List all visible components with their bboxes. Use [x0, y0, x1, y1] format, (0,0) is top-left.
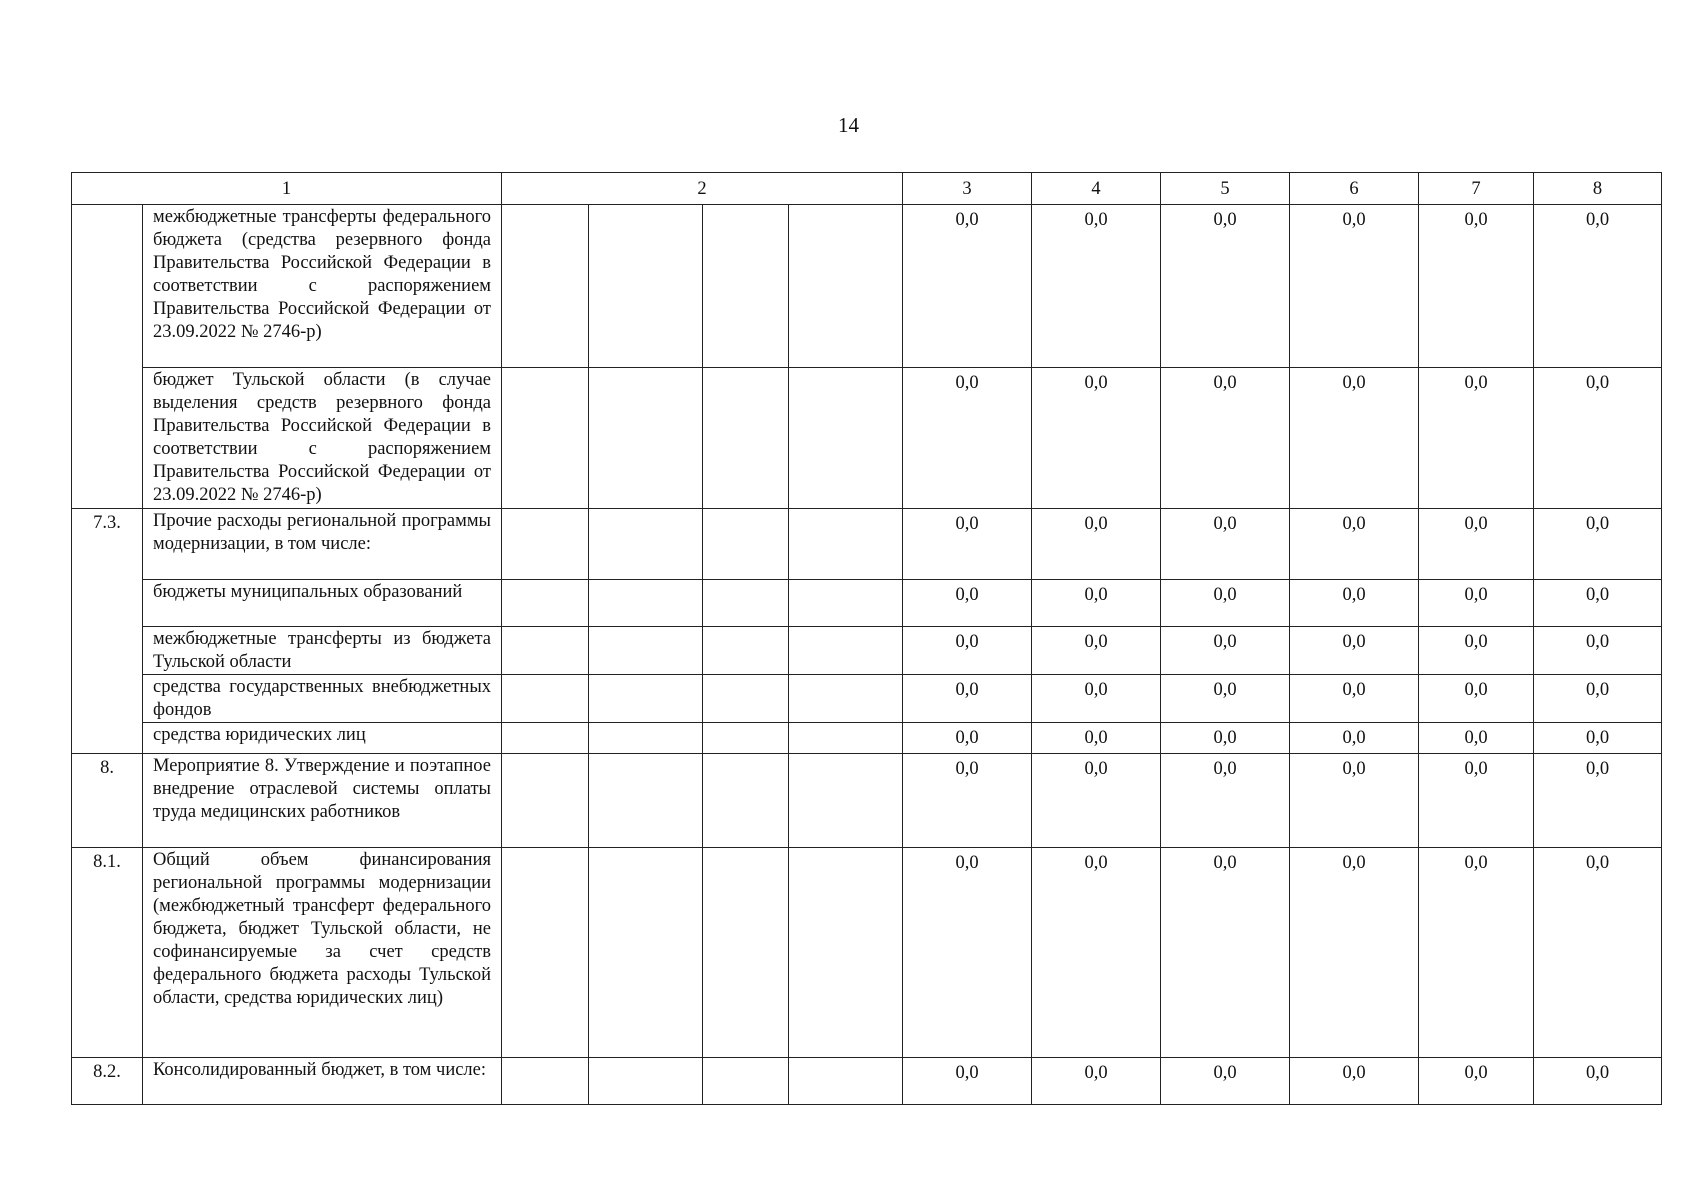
- value-cell: 0,0: [1290, 723, 1419, 754]
- row-description: межбюджетные трансферты федерального бюджета (средства резервного фонда Правительства Российской Федерации в соответствии с распоряжением Правительства Российской Федерации от 23.09.2022 № 2746-р): [143, 205, 502, 368]
- value-cell: 0,0: [1161, 205, 1290, 368]
- value-cell: 0,0: [1290, 509, 1419, 580]
- table-row: [72, 1058, 1662, 1105]
- value-cell: 0,0: [1161, 368, 1290, 509]
- value-cell: 0,0: [1290, 205, 1419, 368]
- value-cell: 0,0: [1161, 509, 1290, 580]
- value-cell: 0,0: [903, 509, 1032, 580]
- value-cell: 0,0: [1290, 580, 1419, 627]
- value-cell: 0,0: [1419, 368, 1534, 509]
- empty-cell: [703, 580, 789, 627]
- table-row: [72, 675, 1662, 723]
- value-cell: 0,0: [1534, 675, 1662, 723]
- empty-cell: [703, 509, 789, 580]
- value-cell: 0,0: [1534, 509, 1662, 580]
- value-cell: 0,0: [1032, 509, 1161, 580]
- header-cell-col-1: 1: [72, 173, 502, 205]
- row-number: [72, 205, 143, 368]
- value-cell: 0,0: [1032, 368, 1161, 509]
- value-cell: 0,0: [1161, 1058, 1290, 1105]
- header-cell-col-3: 3: [903, 173, 1032, 205]
- value-cell: 0,0: [1161, 627, 1290, 675]
- row-number: [72, 580, 143, 627]
- empty-cell: [789, 368, 903, 509]
- value-cell: 0,0: [1290, 754, 1419, 848]
- empty-cell: [502, 205, 589, 368]
- value-cell: 0,0: [1032, 675, 1161, 723]
- value-cell: 0,0: [1290, 1058, 1419, 1105]
- row-description: Прочие расходы региональной программы модернизации, в том числе:: [143, 509, 502, 580]
- empty-cell: [703, 848, 789, 1058]
- value-cell: 0,0: [1534, 205, 1662, 368]
- empty-cell: [502, 580, 589, 627]
- row-description: Общий объем финансирования региональной программы модернизации (межбюджетный трансферт федерального бюджета, бюджет Тульской области, не софинансируемые за счет средств федерального бюджета расходы Тульской области, средства юридических лиц): [143, 848, 502, 1058]
- empty-cell: [502, 723, 589, 754]
- value-cell: 0,0: [1534, 580, 1662, 627]
- empty-cell: [502, 754, 589, 848]
- value-cell: 0,0: [903, 368, 1032, 509]
- empty-cell: [789, 1058, 903, 1105]
- table-row: [72, 754, 1662, 848]
- row-description: средства государственных внебюджетных фондов: [143, 675, 502, 723]
- empty-cell: [589, 580, 703, 627]
- value-cell: 0,0: [1534, 627, 1662, 675]
- value-cell: 0,0: [1419, 675, 1534, 723]
- value-cell: 0,0: [1534, 754, 1662, 848]
- empty-cell: [589, 627, 703, 675]
- header-cell-col-8: 8: [1534, 173, 1662, 205]
- table-row: [72, 205, 1662, 368]
- header-cell-col-4: 4: [1032, 173, 1161, 205]
- empty-cell: [502, 627, 589, 675]
- value-cell: 0,0: [1161, 580, 1290, 627]
- empty-cell: [502, 509, 589, 580]
- empty-cell: [589, 848, 703, 1058]
- row-number: 8.2.: [72, 1058, 143, 1105]
- empty-cell: [502, 848, 589, 1058]
- row-number: [72, 675, 143, 723]
- row-number: [72, 627, 143, 675]
- header-cell-col-7: 7: [1419, 173, 1534, 205]
- value-cell: 0,0: [903, 205, 1032, 368]
- row-number: 8.1.: [72, 848, 143, 1058]
- value-cell: 0,0: [1290, 627, 1419, 675]
- value-cell: 0,0: [1032, 754, 1161, 848]
- row-description: Мероприятие 8. Утверждение и поэтапное внедрение отраслевой системы оплаты труда медицинских работников: [143, 754, 502, 848]
- value-cell: 0,0: [1419, 723, 1534, 754]
- empty-cell: [789, 723, 903, 754]
- value-cell: 0,0: [903, 580, 1032, 627]
- value-cell: 0,0: [1534, 848, 1662, 1058]
- header-cell-col-6: 6: [1290, 173, 1419, 205]
- value-cell: 0,0: [1419, 754, 1534, 848]
- value-cell: 0,0: [1419, 848, 1534, 1058]
- empty-cell: [789, 627, 903, 675]
- row-description: бюджеты муниципальных образований: [143, 580, 502, 627]
- value-cell: 0,0: [1419, 580, 1534, 627]
- value-cell: 0,0: [1032, 205, 1161, 368]
- value-cell: 0,0: [1534, 368, 1662, 509]
- empty-cell: [502, 1058, 589, 1105]
- empty-cell: [703, 754, 789, 848]
- value-cell: 0,0: [903, 627, 1032, 675]
- row-number: [72, 368, 143, 509]
- value-cell: 0,0: [903, 848, 1032, 1058]
- value-cell: 0,0: [1032, 580, 1161, 627]
- empty-cell: [589, 723, 703, 754]
- empty-cell: [789, 509, 903, 580]
- empty-cell: [589, 1058, 703, 1105]
- empty-cell: [502, 368, 589, 509]
- value-cell: 0,0: [1161, 754, 1290, 848]
- page-number: 14: [838, 113, 859, 137]
- empty-cell: [789, 848, 903, 1058]
- value-cell: 0,0: [903, 675, 1032, 723]
- row-description: Консолидированный бюджет, в том числе:: [143, 1058, 502, 1105]
- row-number: [72, 723, 143, 754]
- row-description: бюджет Тульской области (в случае выделения средств резервного фонда Правительства Российской Федерации в соответствии с распоряжением Правительства Российской Федерации от 23.09.2022 № 2746-р): [143, 368, 502, 509]
- value-cell: 0,0: [903, 754, 1032, 848]
- header-cell-col-2: 2: [502, 173, 903, 205]
- empty-cell: [703, 205, 789, 368]
- table-header-row: [72, 173, 1662, 205]
- table-row: [72, 509, 1662, 580]
- empty-cell: [789, 580, 903, 627]
- table-row: [72, 368, 1662, 509]
- row-number: 8.: [72, 754, 143, 848]
- value-cell: 0,0: [903, 723, 1032, 754]
- value-cell: 0,0: [1290, 848, 1419, 1058]
- budget-table: [71, 172, 1662, 1105]
- row-description: межбюджетные трансферты из бюджета Тульской области: [143, 627, 502, 675]
- row-number: 7.3.: [72, 509, 143, 580]
- empty-cell: [703, 723, 789, 754]
- value-cell: 0,0: [903, 1058, 1032, 1105]
- row-description: средства юридических лиц: [143, 723, 502, 754]
- value-cell: 0,0: [1032, 848, 1161, 1058]
- header-cell-col-5: 5: [1161, 173, 1290, 205]
- table-row: [72, 627, 1662, 675]
- empty-cell: [589, 675, 703, 723]
- empty-cell: [502, 675, 589, 723]
- value-cell: 0,0: [1290, 675, 1419, 723]
- value-cell: 0,0: [1419, 1058, 1534, 1105]
- empty-cell: [703, 368, 789, 509]
- empty-cell: [589, 509, 703, 580]
- value-cell: 0,0: [1032, 627, 1161, 675]
- value-cell: 0,0: [1419, 205, 1534, 368]
- value-cell: 0,0: [1534, 723, 1662, 754]
- value-cell: 0,0: [1032, 723, 1161, 754]
- table-row: [72, 723, 1662, 754]
- empty-cell: [703, 675, 789, 723]
- value-cell: 0,0: [1161, 723, 1290, 754]
- value-cell: 0,0: [1032, 1058, 1161, 1105]
- empty-cell: [789, 754, 903, 848]
- value-cell: 0,0: [1419, 509, 1534, 580]
- empty-cell: [789, 675, 903, 723]
- empty-cell: [589, 754, 703, 848]
- value-cell: 0,0: [1161, 675, 1290, 723]
- value-cell: 0,0: [1290, 368, 1419, 509]
- value-cell: 0,0: [1534, 1058, 1662, 1105]
- value-cell: 0,0: [1419, 627, 1534, 675]
- table-row: [72, 580, 1662, 627]
- empty-cell: [589, 205, 703, 368]
- empty-cell: [789, 205, 903, 368]
- empty-cell: [703, 627, 789, 675]
- value-cell: 0,0: [1161, 848, 1290, 1058]
- empty-cell: [589, 368, 703, 509]
- table-row: [72, 848, 1662, 1058]
- empty-cell: [703, 1058, 789, 1105]
